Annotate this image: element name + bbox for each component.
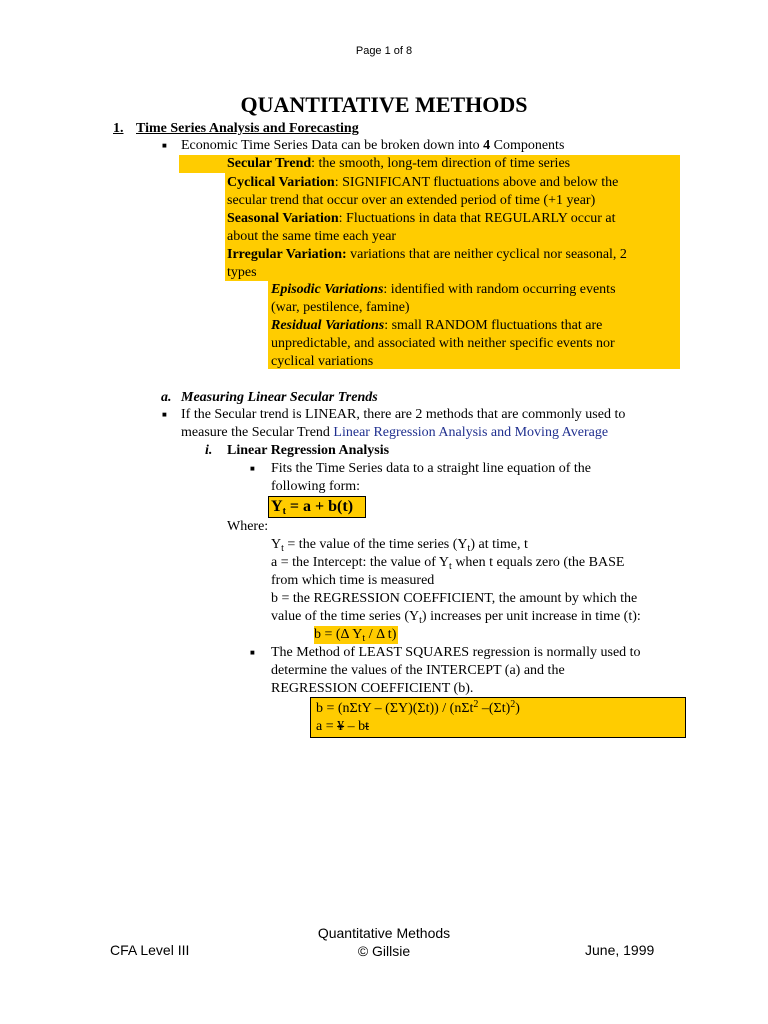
- secular-linear-para: If the Secular trend is LINEAR, there are 2 methods that are commonly used to: [181, 407, 626, 422]
- secular-linear-para-cont: measure the Secular Trend Linear Regression Analysis and Moving Average: [181, 425, 609, 440]
- footer-right: June, 1999: [585, 942, 655, 958]
- least-squares-text-cont: determine the values of the INTERCEPT (a) and the: [271, 663, 565, 678]
- residual-variation-cont: cyclical variations: [271, 354, 374, 369]
- least-squares-formula-box: [310, 697, 686, 738]
- page-number: Page 1 of 8: [355, 45, 413, 57]
- bullet-icon: ■: [162, 410, 167, 419]
- subsection-heading: Linear Regression Analysis: [227, 443, 390, 458]
- page-title: QUANTITATIVE METHODS: [240, 92, 528, 117]
- a-definition-cont: from which time is measured: [271, 573, 435, 588]
- cyclical-variation-item: Cyclical Variation: SIGNIFICANT fluctuations above and below the: [227, 175, 619, 190]
- subsection-heading: Measuring Linear Secular Trends: [181, 390, 378, 405]
- b-definition: b = the REGRESSION COEFFICIENT, the amount by which the: [271, 591, 638, 606]
- fit-text: Fits the Time Series data to a straight line equation of the: [271, 461, 592, 476]
- irregular-variation-item: Irregular Variation: variations that are neither cyclical nor seasonal, 2: [227, 247, 627, 262]
- secular-trend-item: Secular Trend: the smooth, long-tem direction of time series: [227, 156, 571, 171]
- a-definition: a = the Intercept: the value of $Y_t$ when t equals zero (the BASE: [271, 555, 625, 572]
- bullet-icon: ■: [250, 648, 255, 657]
- least-squares-text-cont: REGRESSION COEFFICIENT (b).: [271, 681, 474, 696]
- seasonal-variation-cont: about the same time each year: [227, 229, 397, 244]
- methods-link: Linear Regression Analysis and Moving Average: [333, 425, 609, 440]
- b-formula: b = (Δ $Y_t$ / Δ t): [314, 627, 397, 644]
- a-least-squares-formula: a = ¥ – bt: [316, 719, 369, 734]
- residual-variation-cont: unpredictable, and associated with neither specific events nor: [271, 336, 615, 351]
- subsection-label: i.: [205, 443, 213, 458]
- episodic-variation-cont: (war, pestilence, famine): [271, 300, 410, 315]
- least-squares-text: The Method of LEAST SQUARES regression is normally used to: [271, 645, 641, 660]
- section-heading: Time Series Analysis and Forecasting: [136, 121, 359, 136]
- subsection-label: a.: [161, 390, 172, 405]
- components-intro: Economic Time Series Data can be broken down into 4 Components: [181, 138, 565, 153]
- where-label: Where:: [227, 519, 269, 534]
- bullet-icon: ■: [250, 464, 255, 473]
- footer-left: CFA Level III: [110, 942, 190, 958]
- episodic-variation-item: Episodic Variations: identified with random occurring events: [271, 282, 616, 297]
- bullet-icon: ■: [162, 141, 167, 150]
- seasonal-variation-item: Seasonal Variation: Fluctuations in data that REGULARLY occur at: [227, 211, 616, 226]
- yt-definition: $Y_t$ = the value of the time series $(Y_t)$ at time, t: [271, 537, 528, 554]
- irregular-variation-cont: types: [227, 265, 257, 280]
- b-least-squares-formula: b = (nΣtY – (ΣY)(Σt)) / (nΣt$^2$ $-(\Sigma t)^2$): [316, 699, 520, 716]
- section-number: 1.: [113, 121, 124, 136]
- footer-center: Quantitative Methods © Gillsie: [317, 925, 451, 959]
- regression-equation: $Y_t = a + b(t)$: [268, 496, 366, 518]
- fit-text-cont: following form:: [271, 479, 361, 494]
- residual-variation-item: Residual Variations: small RANDOM fluctuations that are: [271, 318, 603, 333]
- cyclical-variation-cont: secular trend that occur over an extended period of time (+1 year): [227, 193, 596, 208]
- b-definition-cont: value of the time series $(Y_t)$ increases per unit increase in time (t):: [271, 609, 641, 626]
